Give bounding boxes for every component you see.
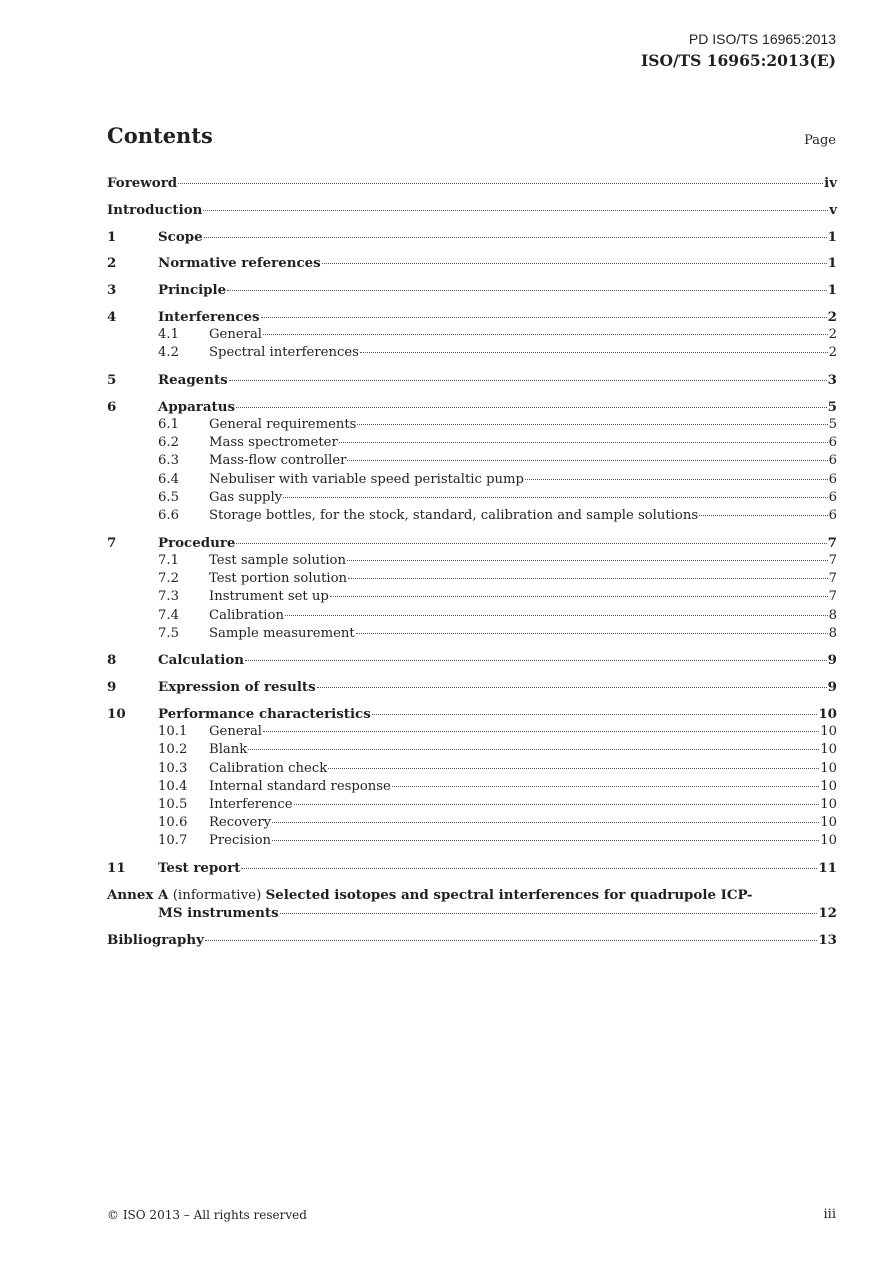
toc-annex-entry-continued[interactable] bbox=[107, 904, 837, 922]
toc-entry-number: 4.1 bbox=[158, 327, 179, 343]
toc-entry-number: 7.1 bbox=[158, 552, 179, 568]
toc-entry-number: 4.2 bbox=[158, 345, 179, 361]
toc-entry-title: Expression of results bbox=[158, 679, 316, 696]
dot-leader bbox=[280, 913, 818, 914]
toc-subentry[interactable] bbox=[107, 778, 837, 796]
dot-leader bbox=[347, 460, 827, 461]
toc-entry-title: Test portion solution bbox=[209, 571, 348, 587]
toc-entry-title: Storage bottles, for the stock, standard, calibration and sample solutions bbox=[209, 507, 699, 523]
toc-subentry[interactable] bbox=[107, 588, 837, 606]
dot-leader bbox=[339, 442, 828, 443]
table-of-contents bbox=[107, 174, 837, 949]
toc-entry-page: 7 bbox=[828, 589, 837, 605]
toc-entry-page: 10 bbox=[820, 833, 837, 849]
toc-entry-page: 10 bbox=[818, 706, 837, 723]
toc-subentry[interactable] bbox=[107, 489, 837, 507]
toc-entry-page: 2 bbox=[828, 327, 837, 343]
toc-subentry[interactable] bbox=[107, 723, 837, 741]
toc-entry-number: 11 bbox=[107, 860, 126, 877]
bibliography-title: Bibliography bbox=[107, 931, 204, 948]
toc-entry-number: 10 bbox=[107, 706, 126, 723]
toc-subentry[interactable] bbox=[107, 741, 837, 759]
toc-entry-title: Calibration bbox=[209, 607, 284, 623]
dot-leader bbox=[317, 687, 827, 688]
dot-leader bbox=[227, 290, 827, 291]
toc-entry[interactable] bbox=[107, 534, 837, 552]
toc-entry-title: Blank bbox=[209, 742, 248, 758]
toc-subentry[interactable] bbox=[107, 814, 837, 832]
toc-entry-number: 10.3 bbox=[158, 760, 188, 776]
toc-entry-number: 10.1 bbox=[158, 724, 188, 740]
toc-entry-page: iv bbox=[824, 175, 837, 191]
dot-leader bbox=[272, 822, 819, 823]
toc-entry-title: Scope bbox=[158, 228, 203, 245]
toc-entry-page: 1 bbox=[827, 228, 837, 245]
toc-entry-page: 11 bbox=[818, 860, 837, 877]
toc-entry-number: 2 bbox=[107, 255, 117, 272]
dot-leader bbox=[322, 263, 827, 264]
toc-entry-page: 2 bbox=[828, 345, 837, 361]
toc-subentry[interactable] bbox=[107, 434, 837, 452]
dot-leader bbox=[347, 560, 828, 561]
toc-entry-title: General bbox=[209, 327, 263, 343]
toc-entry-number: 6.6 bbox=[158, 507, 179, 523]
toc-subentry[interactable] bbox=[107, 760, 837, 778]
toc-entry-page: v bbox=[829, 201, 837, 218]
dot-leader bbox=[294, 804, 820, 805]
toc-entry-title: Interference bbox=[209, 796, 293, 812]
dot-leader bbox=[229, 380, 827, 381]
dot-leader bbox=[360, 352, 828, 353]
toc-entry-page: 5 bbox=[827, 398, 837, 415]
toc-entry-number: 1 bbox=[107, 228, 117, 245]
dot-leader bbox=[525, 479, 828, 480]
toc-entry-number: 8 bbox=[107, 652, 117, 669]
toc-entry-number: 9 bbox=[107, 679, 117, 696]
toc-subentry[interactable] bbox=[107, 344, 837, 362]
toc-entry-number: 6.1 bbox=[158, 417, 179, 433]
toc-entry-title: Principle bbox=[158, 282, 227, 299]
dot-leader bbox=[392, 786, 819, 787]
toc-subentry[interactable] bbox=[107, 625, 837, 643]
annex-label: Annex A bbox=[107, 886, 169, 903]
toc-entry-title: Procedure bbox=[158, 534, 236, 551]
toc-entry[interactable] bbox=[107, 281, 837, 299]
dot-leader bbox=[205, 940, 818, 941]
toc-entry-title: Test report bbox=[158, 860, 241, 877]
dot-leader bbox=[328, 768, 819, 769]
toc-entry-page: 1 bbox=[827, 255, 837, 272]
toc-entry-title: Sample measurement bbox=[209, 625, 355, 641]
toc-entry-number: 6.4 bbox=[158, 471, 179, 487]
toc-entry-title: Test sample solution bbox=[209, 552, 346, 568]
dot-leader bbox=[372, 714, 818, 715]
dot-leader bbox=[241, 868, 817, 869]
toc-entry-number: 6 bbox=[107, 398, 117, 415]
toc-entry-title: Calculation bbox=[158, 652, 245, 669]
toc-subentry[interactable] bbox=[107, 471, 837, 489]
annex-title-line1: Selected isotopes and spectral interferences for quadrupole ICP- bbox=[265, 886, 753, 903]
dot-leader bbox=[699, 515, 827, 516]
toc-entry-page: 7 bbox=[828, 552, 837, 568]
toc-entry-page: 6 bbox=[828, 489, 837, 505]
copyright-notice: © ISO 2013 – All rights reserved bbox=[107, 1208, 307, 1222]
toc-annex-entry[interactable] bbox=[107, 886, 837, 904]
toc-entry-number: 6.5 bbox=[158, 489, 179, 505]
dot-leader bbox=[263, 731, 819, 732]
toc-entry-number: 3 bbox=[107, 282, 117, 299]
toc-entry-title: Calibration check bbox=[209, 760, 328, 776]
toc-entry-page: 7 bbox=[828, 571, 837, 587]
contents-title: Contents bbox=[107, 123, 213, 148]
toc-subentry[interactable] bbox=[107, 796, 837, 814]
toc-entry-title: Mass spectrometer bbox=[209, 435, 338, 451]
toc-entry-page: 9 bbox=[827, 652, 837, 669]
toc-entry-page: 9 bbox=[827, 679, 837, 696]
toc-entry-title: Introduction bbox=[107, 201, 203, 218]
toc-subentry[interactable] bbox=[107, 507, 837, 525]
toc-entry-title: Performance characteristics bbox=[158, 706, 371, 723]
dot-leader bbox=[356, 633, 828, 634]
toc-entry-page: 3 bbox=[827, 372, 837, 389]
dot-leader bbox=[263, 334, 828, 335]
annex-type: (informative) bbox=[172, 887, 262, 903]
toc-entry[interactable] bbox=[107, 308, 837, 326]
toc-subentry[interactable] bbox=[107, 832, 837, 850]
toc-entry-number: 5 bbox=[107, 372, 117, 389]
toc-entry-number: 6.3 bbox=[158, 453, 179, 469]
toc-entry[interactable] bbox=[107, 678, 837, 696]
toc-entry[interactable] bbox=[107, 371, 837, 389]
toc-entry-page: 6 bbox=[828, 435, 837, 451]
toc-entry-number: 7.3 bbox=[158, 589, 179, 605]
dot-leader bbox=[283, 497, 827, 498]
toc-entry-page: 6 bbox=[828, 471, 837, 487]
standard-id: ISO/TS 16965:2013(E) bbox=[641, 51, 836, 70]
toc-entry-title: General bbox=[209, 724, 263, 740]
toc-entry-title: Precision bbox=[209, 833, 272, 849]
toc-entry-number: 10.7 bbox=[158, 833, 188, 849]
toc-subentry[interactable] bbox=[107, 326, 837, 344]
toc-entry-page: 10 bbox=[820, 742, 837, 758]
toc-entry-page: 2 bbox=[827, 308, 837, 325]
toc-subentry[interactable] bbox=[107, 570, 837, 588]
toc-entry-title: Internal standard response bbox=[209, 778, 391, 794]
dot-leader bbox=[261, 317, 827, 318]
toc-entry-number: 10.4 bbox=[158, 778, 188, 794]
dot-leader bbox=[348, 578, 828, 579]
toc-entry-page: 10 bbox=[820, 778, 837, 794]
dot-leader bbox=[272, 840, 819, 841]
dot-leader bbox=[236, 407, 827, 408]
toc-entry-title: Interferences bbox=[158, 308, 260, 325]
toc-entry-page: 10 bbox=[820, 760, 837, 776]
toc-entry-number: 10.6 bbox=[158, 815, 188, 831]
toc-entry[interactable] bbox=[107, 705, 837, 723]
toc-entry-title: Reagents bbox=[158, 372, 228, 389]
toc-entry-page: 8 bbox=[828, 607, 837, 623]
toc-entry-page: 10 bbox=[820, 796, 837, 812]
toc-bibliography-entry[interactable] bbox=[107, 931, 837, 949]
dot-leader bbox=[248, 749, 819, 750]
toc-entry-title: Recovery bbox=[209, 815, 272, 831]
toc-entry[interactable] bbox=[107, 398, 837, 416]
toc-entry-page: 5 bbox=[828, 417, 837, 433]
toc-entry-title: Gas supply bbox=[209, 489, 283, 505]
toc-entry-number: 4 bbox=[107, 308, 117, 325]
toc-entry-title: Spectral interferences bbox=[209, 345, 359, 361]
toc-entry-title: Nebuliser with variable speed peristaltic pump bbox=[209, 471, 524, 487]
toc-entry-page: 1 bbox=[827, 282, 837, 299]
toc-entry-page: 10 bbox=[820, 815, 837, 831]
toc-entry-title: General requirements bbox=[209, 417, 357, 433]
toc-entry[interactable] bbox=[107, 254, 837, 272]
dot-leader bbox=[330, 596, 828, 597]
document-id: PD ISO/TS 16965:2013 bbox=[688, 31, 836, 47]
toc-entry-number: 6.2 bbox=[158, 435, 179, 451]
toc-entry-number: 7 bbox=[107, 534, 117, 551]
dot-leader bbox=[204, 237, 827, 238]
dot-leader bbox=[203, 210, 828, 211]
page-number: iii bbox=[823, 1207, 836, 1222]
toc-entry-title: Foreword bbox=[107, 175, 178, 191]
toc-subentry[interactable] bbox=[107, 452, 837, 470]
toc-entry-number: 10.2 bbox=[158, 742, 188, 758]
toc-entry-title: Normative references bbox=[158, 255, 321, 272]
toc-entry-number: 7.5 bbox=[158, 625, 179, 641]
toc-entry[interactable] bbox=[107, 174, 837, 192]
toc-entry-number: 10.5 bbox=[158, 796, 188, 812]
toc-entry[interactable] bbox=[107, 228, 837, 246]
dot-leader bbox=[357, 424, 827, 425]
page-column-label: Page bbox=[804, 133, 836, 148]
toc-entry[interactable] bbox=[107, 201, 837, 219]
toc-entry-page: 6 bbox=[828, 453, 837, 469]
toc-subentry[interactable] bbox=[107, 552, 837, 570]
toc-entry-page: 7 bbox=[827, 534, 837, 551]
annex-title-line2: MS instruments bbox=[158, 905, 279, 922]
toc-entry-number: 7.2 bbox=[158, 571, 179, 587]
annex-page: 12 bbox=[818, 905, 837, 922]
toc-entry-page: 10 bbox=[820, 724, 837, 740]
toc-entry-title: Mass-flow controller bbox=[209, 453, 347, 469]
toc-entry-title: Instrument set up bbox=[209, 589, 329, 605]
toc-entry-page: 6 bbox=[828, 507, 837, 523]
toc-entry-page: 8 bbox=[828, 625, 837, 641]
dot-leader bbox=[236, 543, 826, 544]
toc-entry[interactable] bbox=[107, 651, 837, 669]
toc-subentry[interactable] bbox=[107, 607, 837, 625]
toc-subentry[interactable] bbox=[107, 416, 837, 434]
dot-leader bbox=[245, 660, 827, 661]
dot-leader bbox=[178, 183, 823, 184]
bibliography-page: 13 bbox=[818, 931, 837, 948]
dot-leader bbox=[285, 615, 828, 616]
toc-entry-number: 7.4 bbox=[158, 607, 179, 623]
toc-entry[interactable] bbox=[107, 859, 837, 877]
toc-entry-title: Apparatus bbox=[158, 398, 235, 415]
